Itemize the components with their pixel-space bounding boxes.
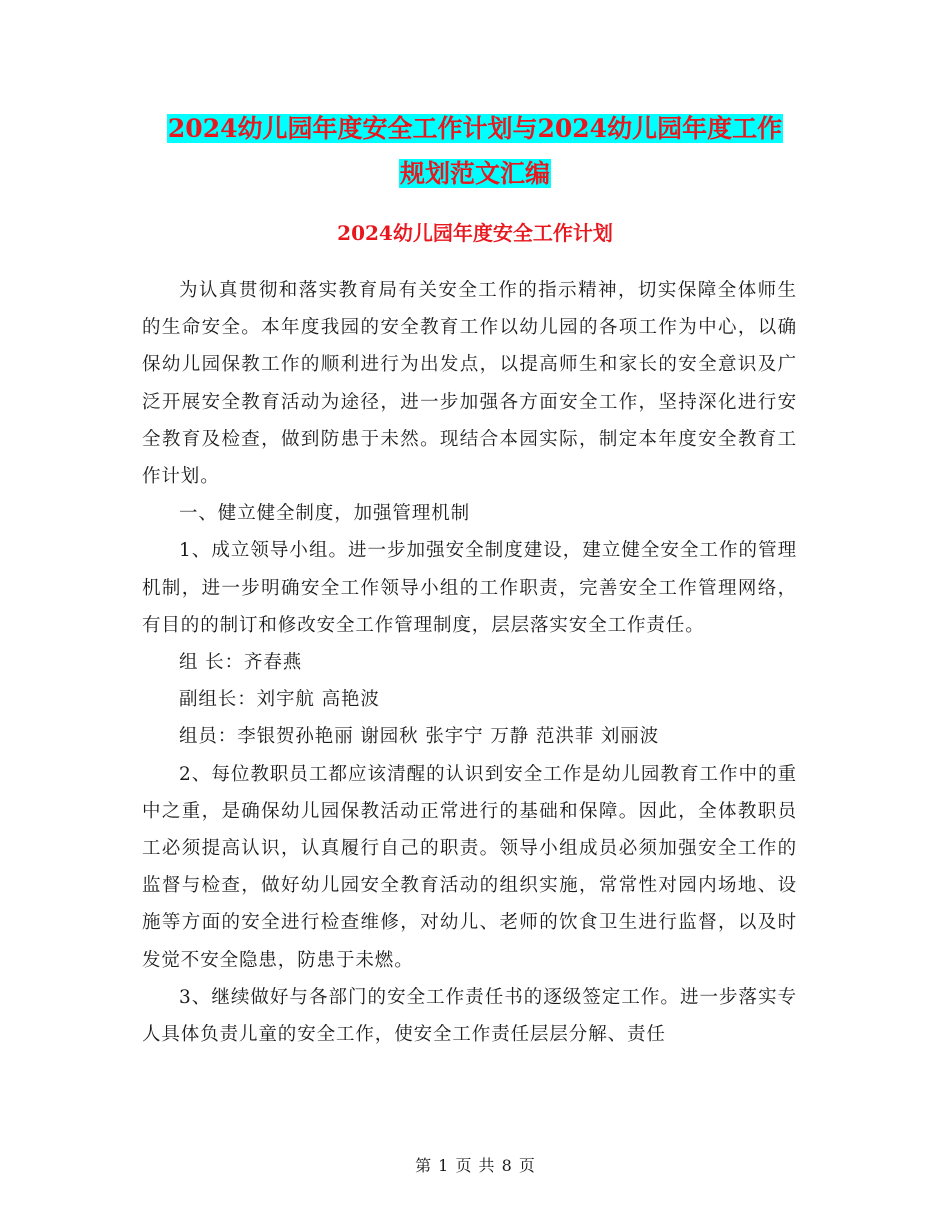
paragraph-members: 组员：李银贺孙艳丽 谢园秋 张宇宁 万静 范洪菲 刘丽波 [179,726,660,748]
paragraph: 3、继续做好与各部门的安全工作责任书的逐级签定工作。进一步落实专人具体负责儿童的安全工作，使安全工作责任层层分解、责任 [142,986,797,1046]
paragraph-vice-leader: 副组长：刘宇航 高艳波 [179,689,380,711]
document-title-line2 [0,157,950,191]
section-title: 2024幼儿园年度安全工作计划 [337,221,613,245]
paragraph: 为认真贯彻和落实教育局有关安全工作的指示精神，切实保障全体师生的生命安全。本年度我园的安全教育工作以幼儿园的各项工作为中心，以确保幼儿园保教工作的顺利进行为出发点，以提高师生和家长的安全意识及广泛开展安全教育活动为途径，进一步加强各方面安全工作，坚持深化进行安全教育及检查，做到防患于未然。现结合本园实际，制定本年度安全教育工作计划。 [142,280,797,488]
paragraph-leader: 组 长：齐春燕 [179,652,303,674]
paragraph: 2、每位教职员工都应该清醒的认识到安全工作是幼儿园教育工作中的重中之重，是确保幼儿园保教活动正常进行的基础和保障。因此，全体教职员工必须提高认识，认真履行自己的职责。领导小组成员必须加强安全工作的监督与检查，做好幼儿园安全教育活动的组织实施，常常性对园内场地、设施等方面的安全进行检查维修，对幼儿、老师的饮食卫生进行监督，以及时发觉不安全隐患，防患于未燃。 [142,763,797,971]
paragraph: 1、成立领导小组。进一步加强安全制度建设，建立健全安全工作的管理机制，进一步明确安全工作领导小组的工作职责，完善安全工作管理网络，有目的的制订和修改安全工作管理制度，层层落实安全工作责任。 [142,540,797,636]
document-body [142,272,797,1053]
document-title-line1 [0,112,950,146]
title-highlight-2: 规划范文汇编 [399,159,550,188]
paragraph-heading: 一、健立健全制度，加强管理机制 [179,503,471,525]
page-footer: 第 1 页 共 8 页 [415,1156,535,1175]
title-highlight-1: 2024幼儿园年度安全工作计划与2024幼儿园年度工作 [167,114,783,143]
